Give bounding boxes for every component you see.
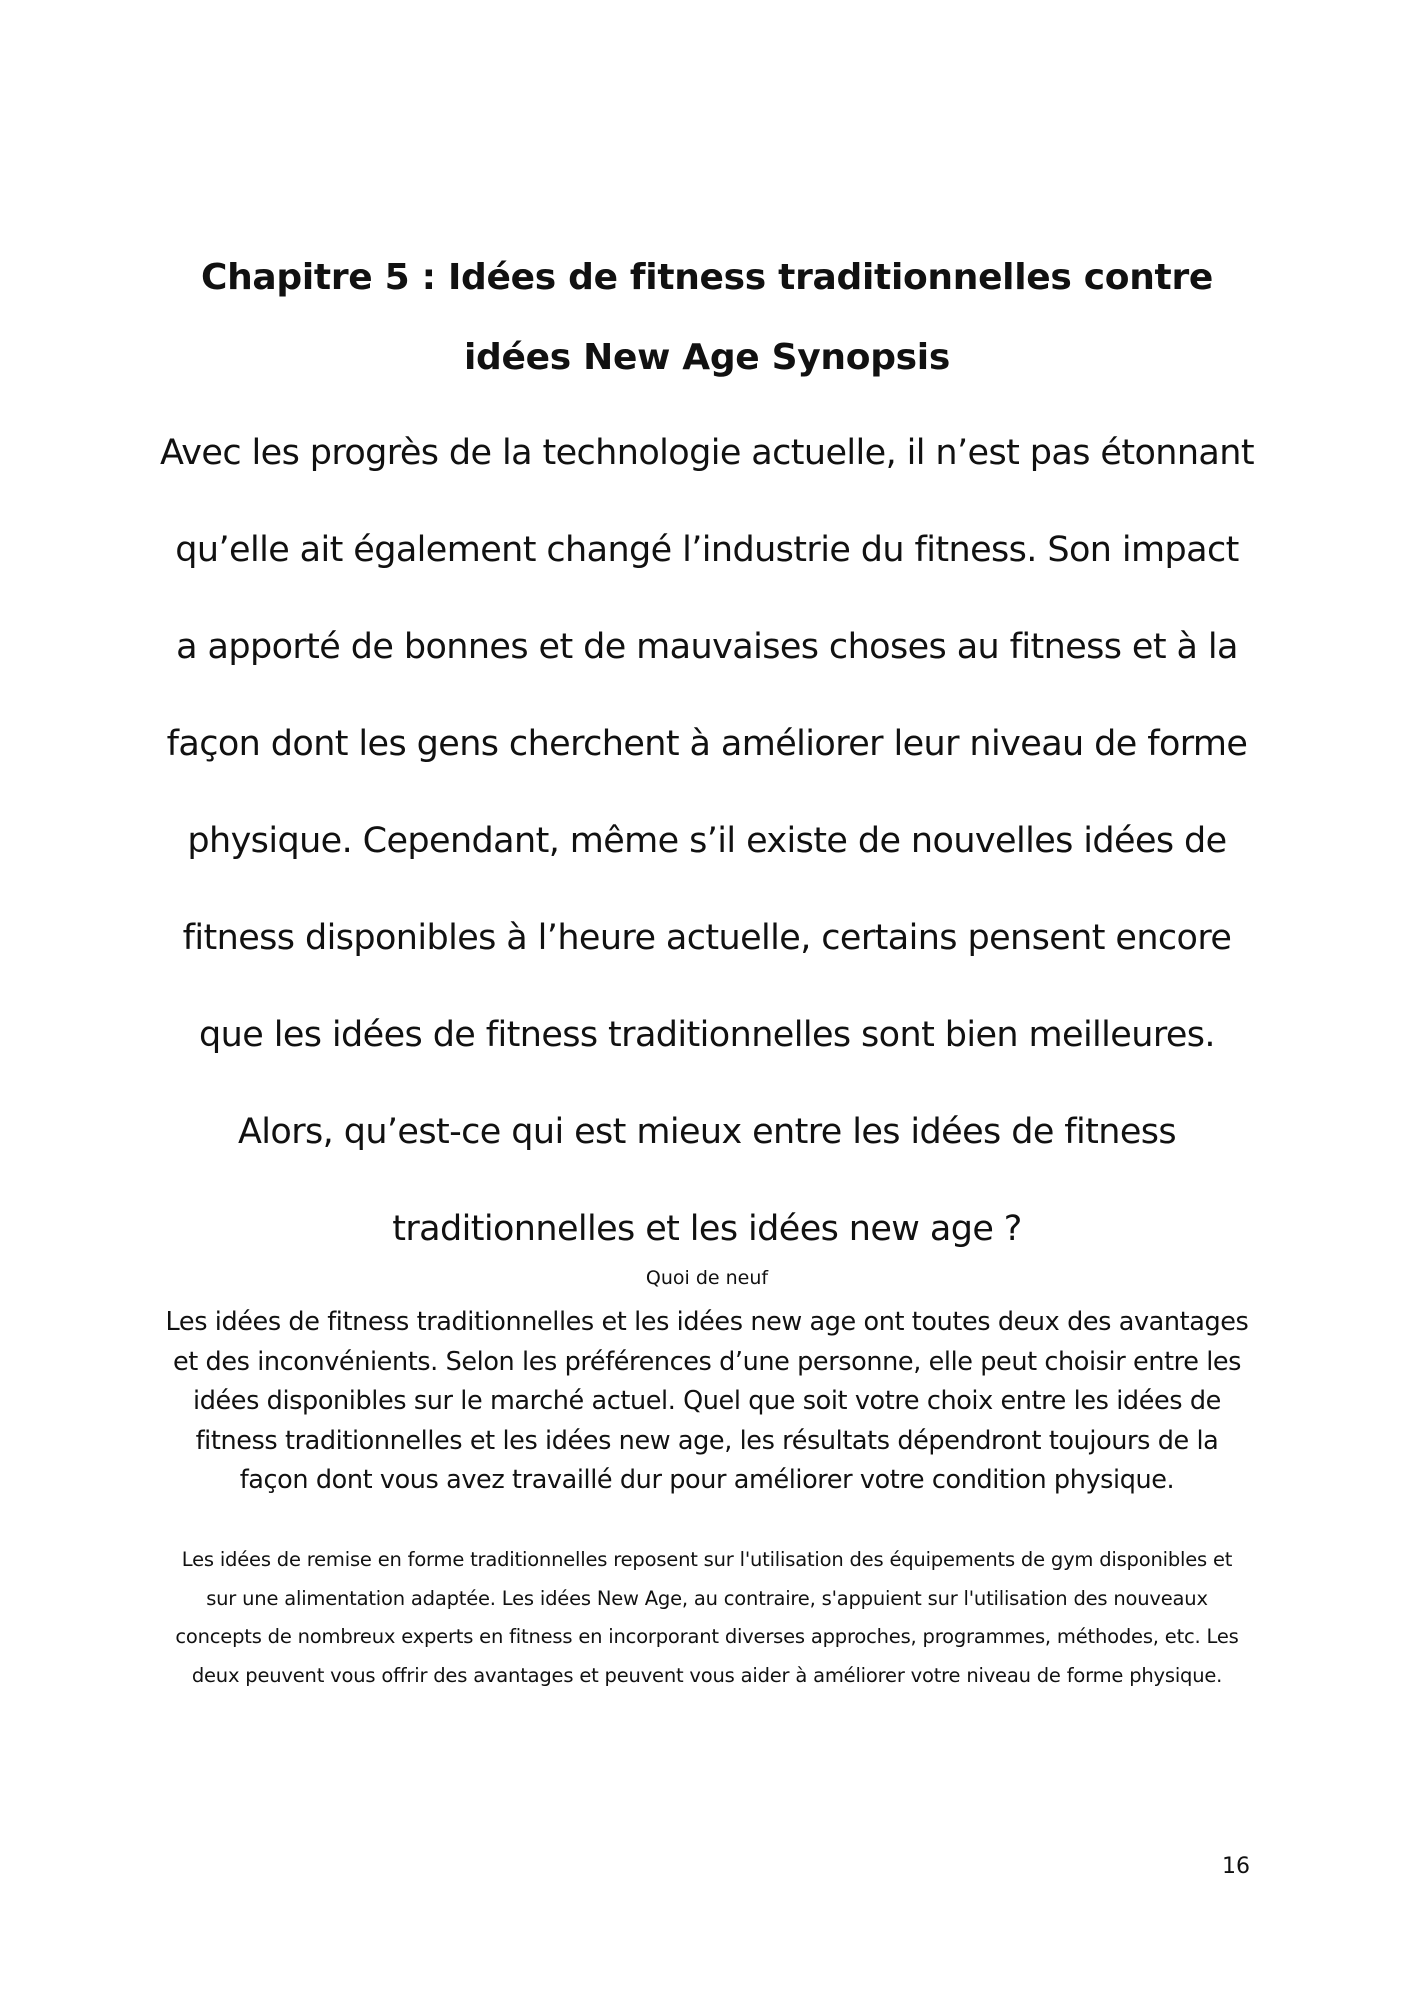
chapter-title: Chapitre 5 : Idées de fitness traditionnelles contre idées New Age Synopsis <box>200 257 1214 378</box>
page-number: 16 <box>1222 1854 1250 1879</box>
body-paragraph-2: Les idées de remise en forme traditionnelles reposent sur l'utilisation des équipements de gym disponibles et sur une alimentation adaptée. Les idées New Age, au contraire, s'appuient sur l'utilisation des nouveaux concepts de nombreux experts en fitness en incorporant diverses approches, programmes, méthodes, etc. Les deux peuvent vous offrir des avantages et peuvent vous aider à améliorer votre niveau de forme physique. <box>175 1548 1239 1687</box>
body-paragraph-1: Les idées de fitness traditionnelles et les idées new age ont toutes deux des avantages et des inconvénients. Selon les préférences d’une personne, elle peut choisir entre les idées disponibles sur le marché actuel. Quel que soit votre choix entre les idées de fitness traditionnelles et les idées new age, les résultats dépendront toujours de la façon dont vous avez travaillé dur pour améliorer votre condition physique. <box>165 1307 1249 1495</box>
section-heading: Quoi de neuf <box>645 1267 769 1289</box>
synopsis-paragraph: Avec les progrès de la technologie actuelle, il n’est pas étonnant qu’elle ait également changé l’industrie du fitness. Son impact a apporté de bonnes et de mauvaises choses au fitness et à la façon dont les gens cherchent à améliorer leur niveau de forme physique. Cependant, même s’il existe de nouvelles idées de fitness disponibles à l’heure actuelle, certains pensent encore que les idées de fitness traditionnelles sont bien meilleures. Alors, qu’est-ce qui est mieux entre les idées de fitness traditionnelles et les idées new age ? <box>160 433 1254 1249</box>
